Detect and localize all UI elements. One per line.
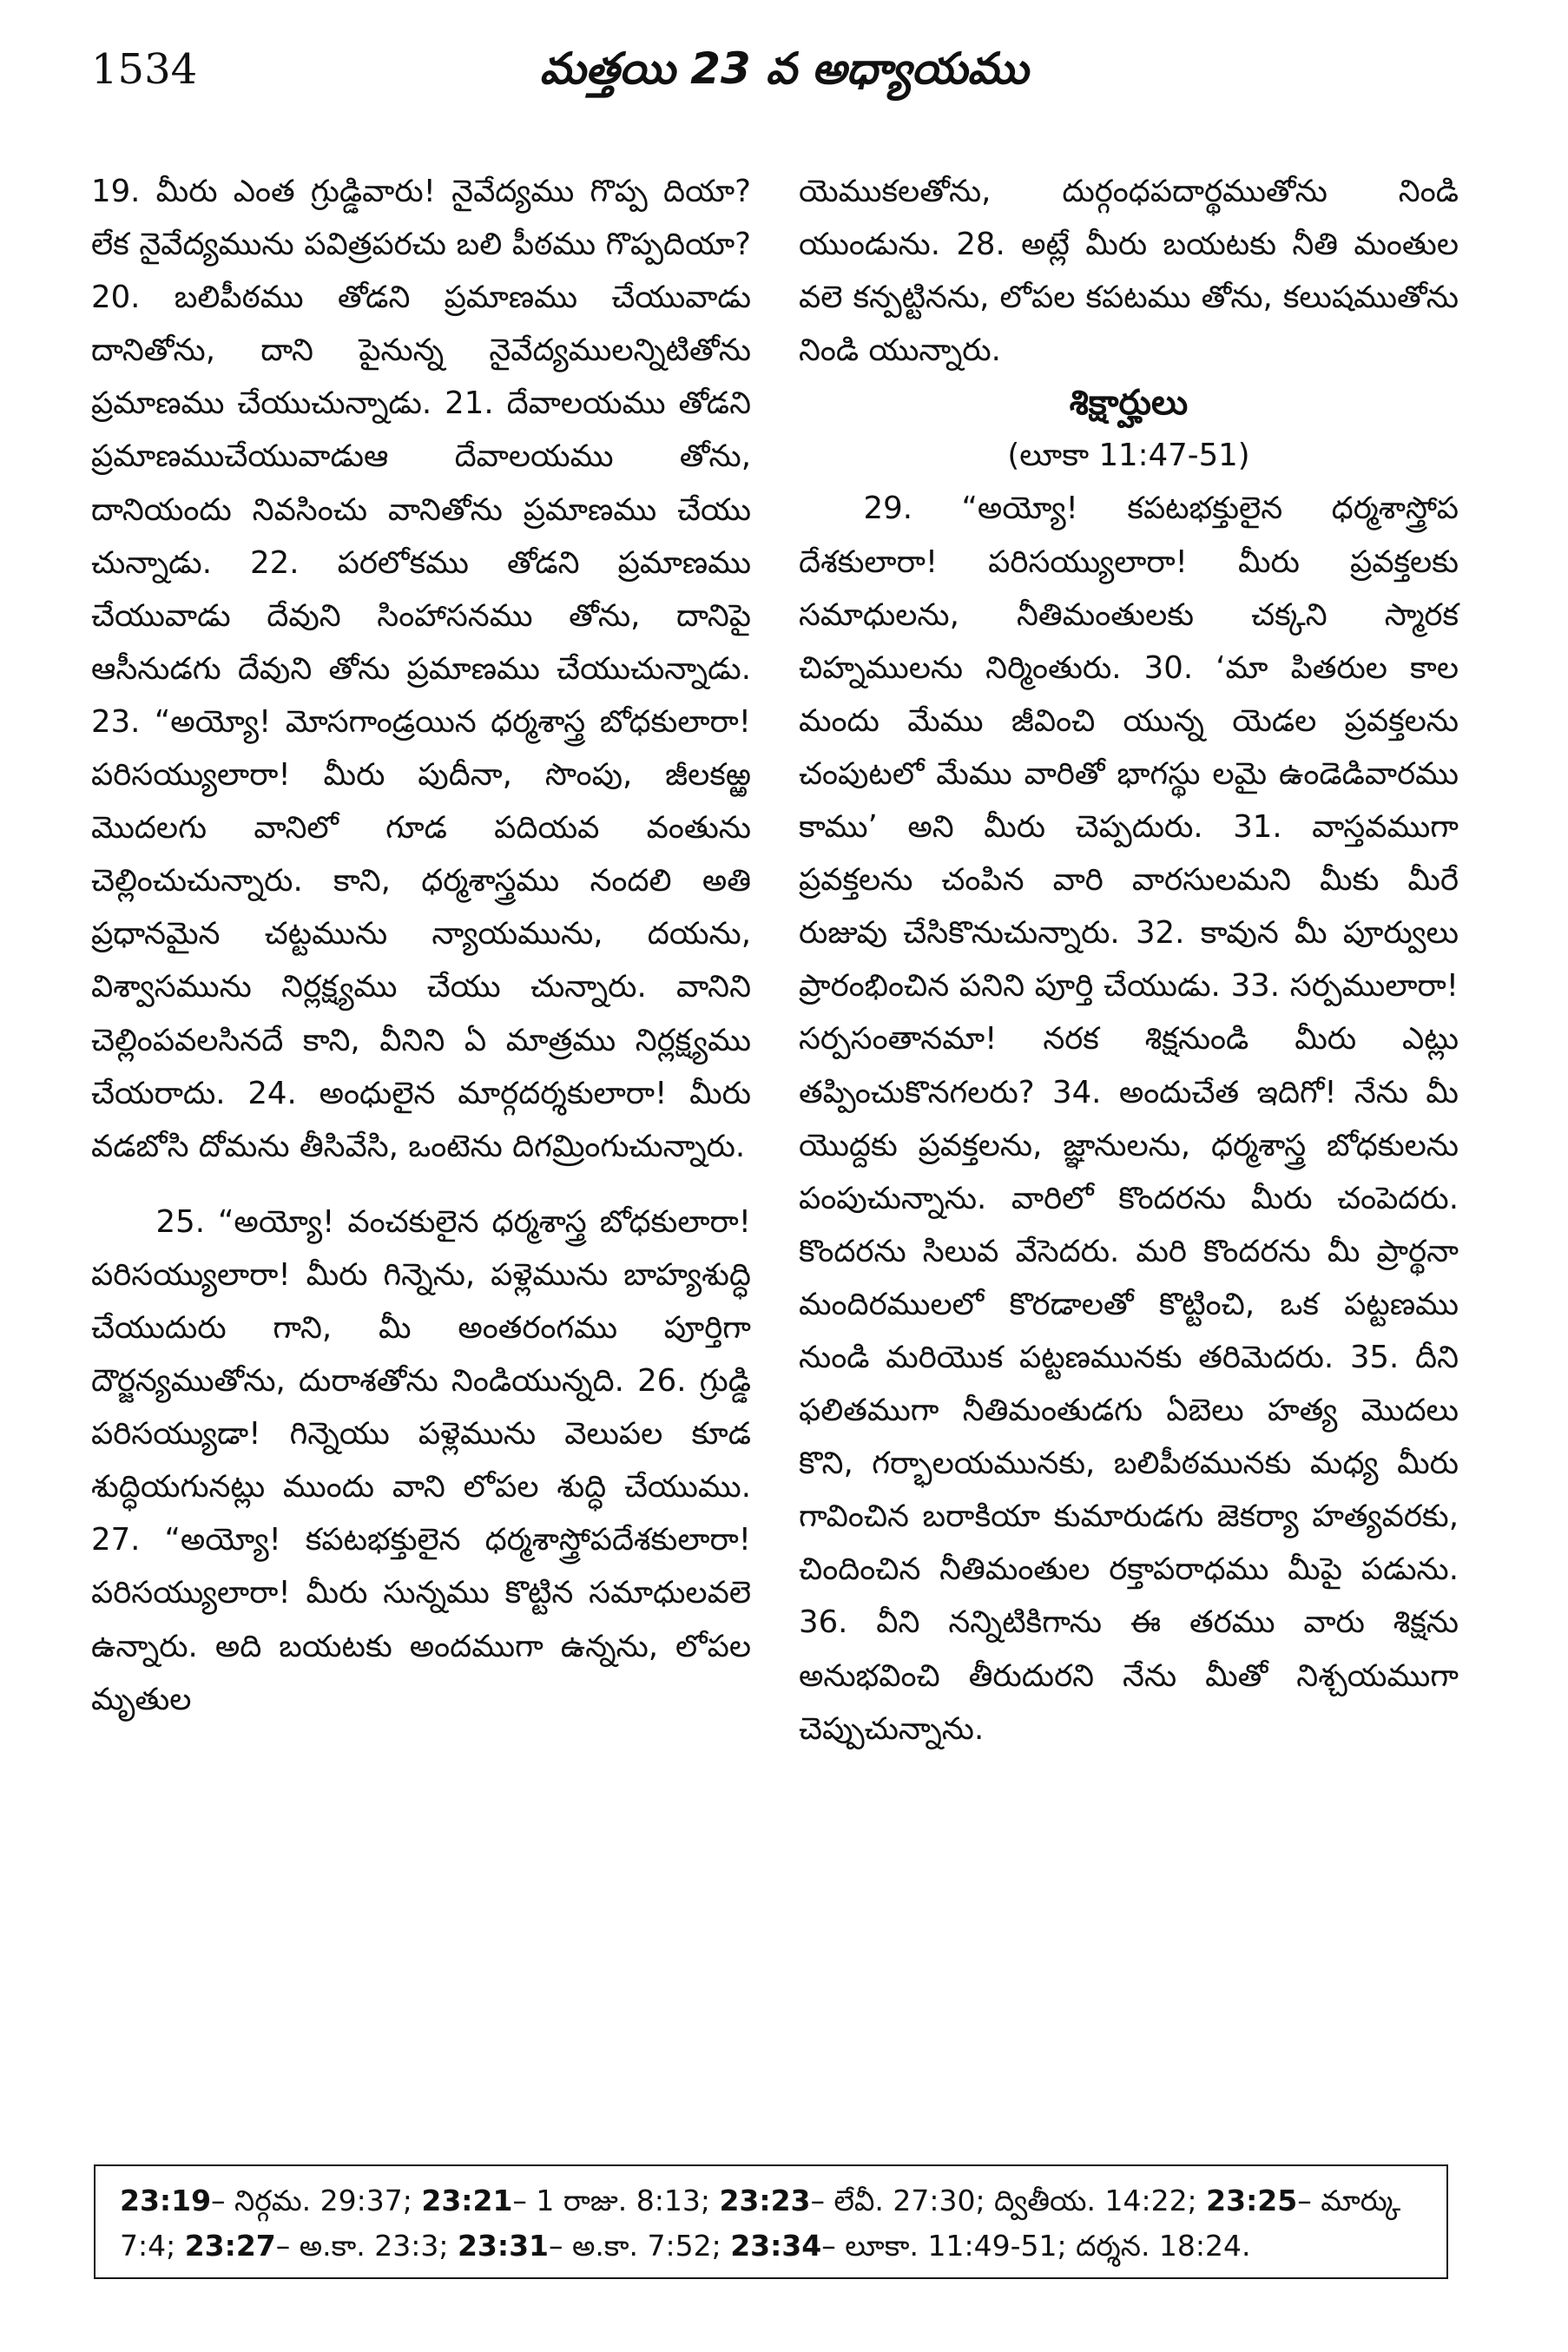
footnote-key: 23:21 xyxy=(421,2184,513,2217)
footnote-text: – మార్కు xyxy=(1297,2184,1401,2217)
right-paragraph-main: 29. “అయ్యో! కపటభక్తులైన ధర్మశాస్త్రోప దేశకులారా! పరిసయ్యులారా! మీరు ప్రవక్తలకు సమాధులను, నీతిమంతులకు చక్కని స్మారక చిహ్నములను నిర్మింతురు. 30. ‘మా పితరుల కాల మందు మేము జీవించి యున్న యెడల ప్రవక్తలను చంపుటలో మేము వారితో భాగస్థు లమై ఉండెడివారము కాము’ అని మీరు చెప్పదురు. 31. వాస్తవముగా ప్రవక్తలను చంపిన వారి వారసులమని మీకు మీరే రుజువు చేసికొనుచున్నారు. 32. కావున మీ పూర్వులు ప్రారంభించిన పనిని పూర్తి చేయుడు. 33. సర్పములారా! సర్పసంతానమా! నరక శిక్షనుండి మీరు ఎట్లు తప్పించుకొనగలరు? 34. అందుచేత ఇదిగో! నేను మీ యొద్దకు ప్రవక్తలను, జ్ఞానులను, ధర్మశాస్త్ర బోధకులను పంపుచున్నాను. వారిలో కొందరను మీరు చంపెదరు. కొందరను సిలువ వేసెదరు. మరి కొందరను మీ ప్రార్థనా మందిరములలో కొరడాలతో కొట్టించి, ఒక పట్టణము నుండి మరియొక పట్టణమునకు తరిమెదరు. 35. దీని ఫలితముగా నీతిమంతుడగు ఏబెలు హత్య మొదలు కొని, గర్భాలయమునకు, బలిపీఠమునకు మధ్య మీరు గావించిన బరాకియా కుమారుడగు జెకర్యా హత్యవరకు, చిందించిన నీతిమంతుల రక్తాపరాధము మీపై పడును. 36. వీని నన్నిటికిగాను ఈ తరము వారు శిక్షను అనుభవించి తీరుదురని నేను మీతో నిశ్చయముగా చెప్పుచున్నాను. xyxy=(799,491,1459,1747)
section-reference: (లూకా 11:47-51) xyxy=(1007,438,1250,474)
footnote-text: – లూకా. 11:49-51; దర్శన. 18:24. xyxy=(821,2229,1251,2263)
footnote-text: – నిర్గమ. 29:37; xyxy=(211,2184,422,2217)
running-head-title: మత్తయి 23 వ అధ్యాయము xyxy=(539,43,1029,94)
left-paragraph-1: 19. మీరు ఎంత గ్రుడ్డివారు! నైవేద్యము గొప్ప దియా? లేక నైవేద్యమును పవిత్రపరచు బలి పీఠము గొప్పదియా? 20. బలిపీఠము తోడని ప్రమాణము చేయువాడు దానితోను, దాని పైనున్న నైవేద్యములన్నిటితోను ప్రమాణము చేయుచున్నాడు. 21. దేవాలయము తోడని ప్రమాణముచేయువాడుఆ దేవాలయము తోను, దానియందు నివసించు వానితోను ప్రమాణము చేయు చున్నాడు. 22. పరలోకము తోడని ప్రమాణము చేయువాడు దేవుని సింహాసనము తోను, దానిపై ఆసీనుడగు దేవుని తోను ప్రమాణము చేయుచున్నాడు. 23. “అయ్యో! మోసగాండ్రయిన ధర్మశాస్త్ర బోధకులారా! పరిసయ్యులారా! మీరు పుదీనా, సొంపు, జీలకఱ్ఱ మొదలగు వానిలో గూడ పదియవ వంతును చెల్లించుచున్నారు. కాని, ధర్మశాస్త్రము నందలి అతి ప్రధానమైన చట్టమును న్యాయమును, దయను, విశ్వాసమును నిర్లక్ష్యము చేయు చున్నారు. వానిని చెల్లింపవలసినదే కాని, వీనిని ఏ మాత్రము నిర్లక్ష్యము చేయరాదు. 24. అంధులైన మార్గదర్శకులారా! మీరు వడబోసి దోమను తీసివేసి, ఒంటెను దిగమ్రింగుచున్నారు. xyxy=(91,174,751,1164)
right-column xyxy=(799,165,1459,1756)
footnote-text: – 1 రాజు. 8:13; xyxy=(512,2184,720,2217)
footnote-key: 23:27 xyxy=(184,2229,276,2263)
footnote-text: – అ.కా. 23:3; xyxy=(275,2229,458,2263)
footnote-text: – లేవీ. 27:30; ద్వితీయ. 14:22; xyxy=(810,2184,1207,2217)
footnote-key: 23:34 xyxy=(730,2229,822,2263)
footnote-text: – అ.కా. 7:52; xyxy=(549,2229,731,2263)
footnote-key: 23:31 xyxy=(457,2229,549,2263)
page-number: 1534 xyxy=(91,45,198,94)
footnote-text: 7:4; xyxy=(120,2229,185,2263)
footnote-box xyxy=(94,2164,1448,2279)
footnote-key: 23:25 xyxy=(1206,2184,1298,2217)
footnote-key: 23:19 xyxy=(120,2184,212,2217)
right-paragraph-continued: యెముకలతోను, దుర్గంధపదార్థముతోను నిండి యుండును. 28. అట్లే మీరు బయటకు నీతి మంతుల వలె కన్పట్టినను, లోపల కపటము తోను, కలుషముతోను నిండి యున్నారు. xyxy=(799,174,1459,369)
left-paragraph-2: 25. “అయ్యో! వంచకులైన ధర్మశాస్త్ర బోధకులారా! పరిసయ్యులారా! మీరు గిన్నెను, పళ్లెమును బాహ్యశుద్ధి చేయుదురు గాని, మీ అంతరంగము పూర్తిగా దౌర్జన్యముతోను, దురాశతోను నిండియున్నది. 26. గ్రుడ్డి పరిసయ్యుడా! గిన్నెయు పళ్లెమును వెలుపల కూడ శుద్ధియగునట్లు ముందు వాని లోపల శుద్ధి చేయుము. 27. “అయ్యో! కపటభక్తులైన ధర్మశాస్త్రోపదేశకులారా! పరిసయ్యులారా! మీరు సున్నము కొట్టిన సమాధులవలె ఉన్నారు. అది బయటకు అందముగా ఉన్నను, లోపల మృతుల xyxy=(91,1203,751,1717)
footnote-line-2 xyxy=(120,2224,1422,2269)
footnote-line-1 xyxy=(120,2178,1422,2224)
left-column xyxy=(91,165,751,1726)
section-heading: శిక్షార్హులు xyxy=(1069,383,1189,424)
footnote-key: 23:23 xyxy=(719,2184,811,2217)
